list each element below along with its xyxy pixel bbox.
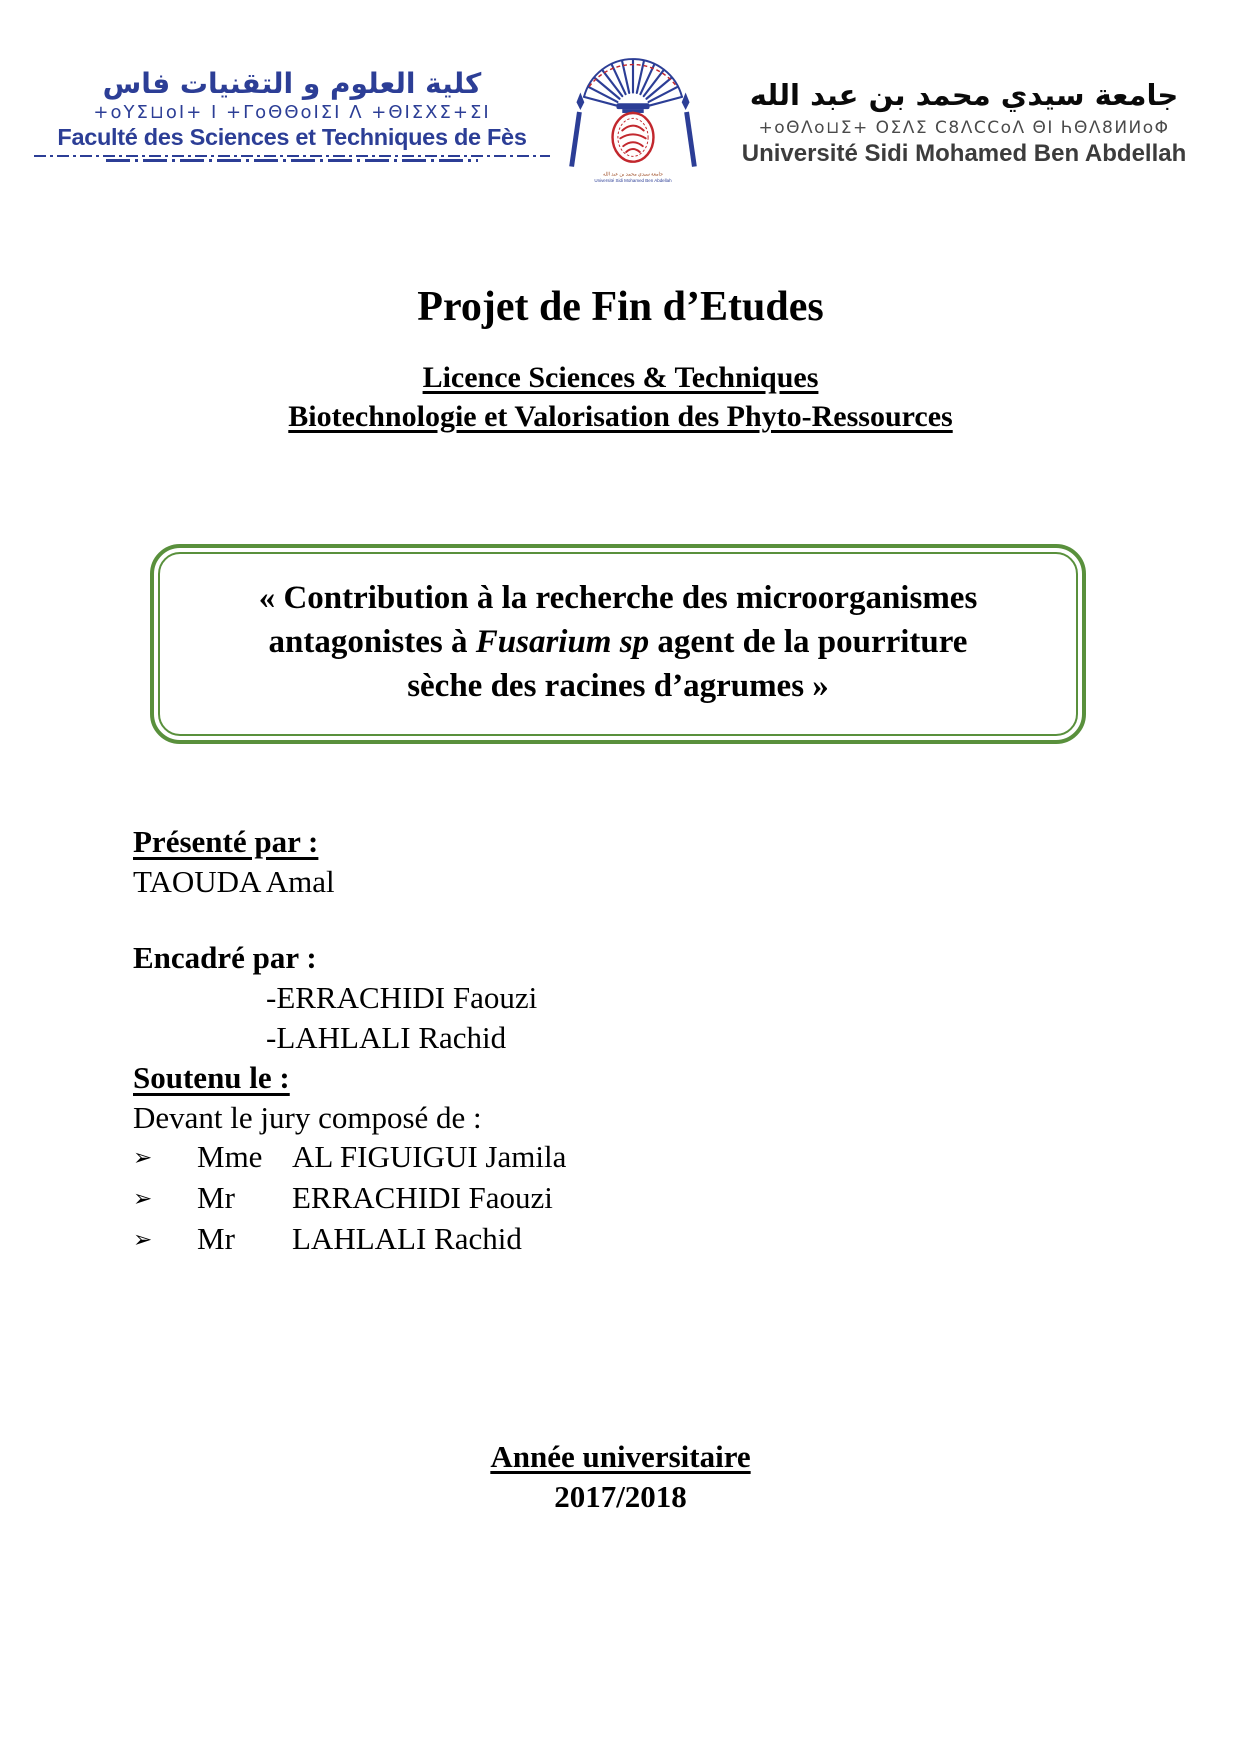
jury-member-name: AL FIGUIGUI Jamila [292, 1139, 567, 1174]
jury-member-row [133, 1179, 993, 1220]
jury-member-row [133, 1220, 993, 1261]
faculty-name-french: Faculté des Sciences et Techniques de Fès [57, 124, 527, 150]
jury-member-title: Mr [197, 1180, 235, 1215]
faculty-name-arabic: كلية العلوم و التقنيات فاس [102, 67, 482, 100]
logo-caption-french: Université Sidi Mohamed Ben Abdellah [594, 178, 672, 184]
jury-member-name: LAHLALI Rachid [292, 1221, 522, 1256]
student-name: TAOUDA Amal [133, 864, 335, 899]
details-section [133, 822, 993, 1261]
arrow-bullet-icon: ➢ [133, 1145, 153, 1171]
jury-intro: Devant le jury composé de : [133, 1100, 482, 1135]
academic-year-block [0, 1437, 1241, 1517]
faculty-name-tifinagh: +oYΣ⊔oI+ I +ΓoΘΘoIΣI Λ +ΘIΣXΣ+ΣI [93, 102, 491, 123]
presented-by-label: Présenté par : [133, 824, 319, 859]
species-italic: Fusarium sp [475, 624, 650, 660]
arrow-bullet-icon: ➢ [133, 1186, 153, 1212]
thesis-subject-box [150, 544, 1086, 744]
degree-block [0, 358, 1241, 436]
logo-caption-arabic: جامعة سيدي محمد بن عبد الله [602, 172, 664, 178]
university-emblem-icon [550, 36, 716, 188]
jury-member-title: Mr [197, 1221, 235, 1256]
institution-header [34, 36, 1212, 193]
supervised-by-label: Encadré par : [133, 940, 317, 975]
jury-member-title: Mme [197, 1139, 263, 1174]
university-name-arabic: جامعة سيدي محمد بن عبد الله [749, 78, 1179, 112]
header-divider [34, 155, 550, 162]
academic-year-value: 2017/2018 [554, 1479, 687, 1514]
supervisor-name: -LAHLALI Rachid [266, 1020, 507, 1055]
degree-title: Licence Sciences & Techniques [422, 361, 819, 394]
program-title: Biotechnologie et Valorisation des Phyto-Ressources [288, 400, 953, 433]
thesis-subject-text: « Contribution à la recherche des microorganismes antagonistes à Fusarium sp agent de la pourriture sèche des racines d’agrumes » [158, 552, 1078, 736]
supervisor-name: -ERRACHIDI Faouzi [266, 980, 538, 1015]
defended-on-label: Soutenu le : [133, 1060, 290, 1095]
faculty-block [34, 36, 550, 193]
academic-year-label: Année universitaire [490, 1439, 751, 1474]
university-name-french: Université Sidi Mohamed Ben Abdellah [741, 139, 1187, 167]
jury-member-name: ERRACHIDI Faouzi [292, 1180, 553, 1215]
document-title: Projet de Fin d’Etudes [417, 284, 824, 330]
arrow-bullet-icon: ➢ [133, 1227, 153, 1253]
university-block [716, 36, 1212, 193]
university-logo [550, 36, 716, 193]
university-name-tifinagh: +oΘΛo⊔Σ+ ΟΣΛΣ C8ΛCCoΛ ΘI ҺΘΛ8ИИoΦ [758, 117, 1170, 138]
jury-member-row [133, 1138, 993, 1179]
